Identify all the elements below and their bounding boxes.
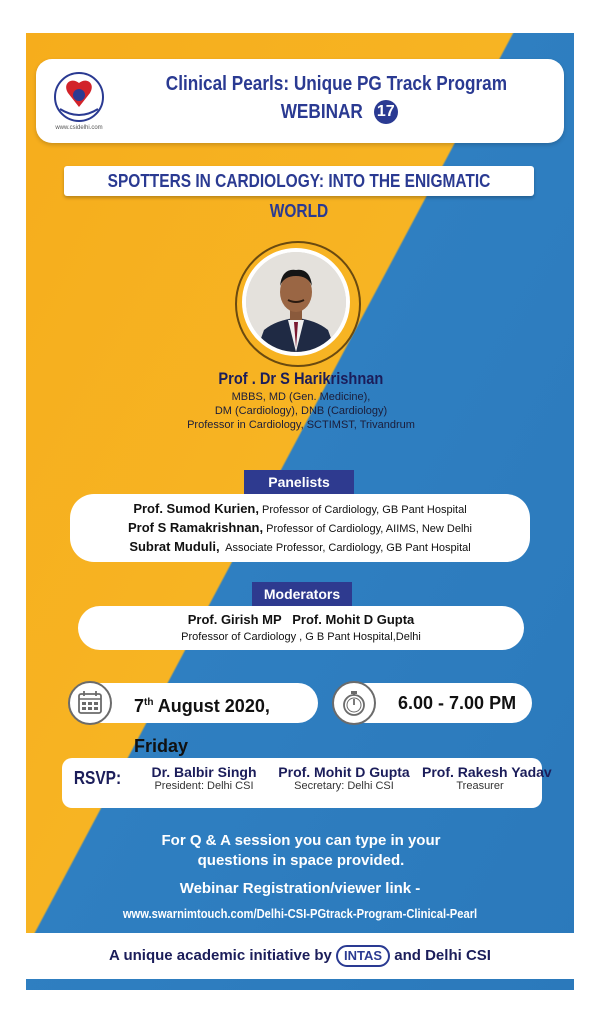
panelist-detail: Professor of Cardiology, AIIMS, New Delhi xyxy=(266,523,472,535)
csi-logo xyxy=(50,69,108,133)
date-rest: August 2020, Friday xyxy=(134,696,270,756)
speaker-name xyxy=(146,369,456,389)
speaker-name-text: Prof . Dr S Harikrishnan xyxy=(218,369,384,388)
panelist-name: Prof. Sumod Kurien, xyxy=(133,501,259,516)
panelist-item xyxy=(70,520,530,535)
rsvp-contact-role: Secretary: Delhi CSI xyxy=(294,780,394,792)
rsvp-contact-name: Prof. Rakesh Yadav xyxy=(422,764,552,780)
registration-link-text[interactable]: www.swarnimtouch.com/Delhi-CSI-PGtrack-Program-Clinical-Pearl xyxy=(122,906,478,921)
registration-label: Webinar Registration/viewer link - xyxy=(179,880,421,897)
moderator-names-text: Prof. Girish MP Prof. Mohit D Gupta xyxy=(187,612,415,627)
rsvp-contact xyxy=(274,764,414,792)
date-suffix: th xyxy=(144,697,154,708)
program-title xyxy=(116,71,556,97)
rsvp-contact-role: Treasurer xyxy=(456,780,504,792)
moderators-box xyxy=(78,606,524,650)
rsvp-contact xyxy=(144,764,264,792)
webinar-poster xyxy=(26,33,574,990)
webinar-label-row xyxy=(116,99,556,125)
registration-link[interactable] xyxy=(26,906,574,921)
calendar-icon xyxy=(68,681,112,725)
date-pill xyxy=(82,683,318,756)
rsvp-box xyxy=(62,758,552,808)
moderator-detail: Professor of Cardiology , G B Pant Hospital,Delhi xyxy=(181,631,421,643)
topic-banner xyxy=(64,166,534,221)
footer-bar xyxy=(26,933,574,979)
stopwatch-icon xyxy=(332,681,376,725)
rsvp-contact-name: Dr. Balbir Singh xyxy=(151,764,257,780)
qa-line-1: For Q & A session you can type in your xyxy=(161,832,441,849)
rsvp-label xyxy=(70,768,125,789)
panelist-detail: Associate Professor, Cardiology, GB Pant Hospital xyxy=(225,542,471,554)
webinar-number: 17 xyxy=(374,100,398,124)
moderator-names xyxy=(78,612,524,627)
panelists-label: Panelists xyxy=(244,470,354,494)
rsvp-contact xyxy=(422,764,552,792)
panelist-name: Prof S Ramakrishnan, xyxy=(128,520,264,535)
speaker-portrait xyxy=(246,252,346,352)
footer-text xyxy=(26,945,574,967)
panelists-box xyxy=(70,494,530,562)
speaker-qualification-2: DM (Cardiology), DNB (Cardiology) xyxy=(214,405,388,417)
program-title-text: Clinical Pearls: Unique PG Track Program xyxy=(165,73,507,95)
logo-url: www.csidelhi.com xyxy=(55,125,103,131)
topic-text: SPOTTERS IN CARDIOLOGY: INTO THE ENIGMATIC WORLD xyxy=(107,171,491,221)
rsvp-label-text: RSVP: xyxy=(73,768,122,788)
event-date xyxy=(134,683,318,766)
event-time: 6.00 - 7.00 PM xyxy=(398,693,517,713)
panelist-item xyxy=(70,539,530,554)
intas-logo: INTAS xyxy=(336,945,390,967)
speaker-qualification-1: MBBS, MD (Gen. Medicine), xyxy=(231,391,371,403)
panelist-name: Subrat Muduli, xyxy=(129,539,220,554)
footer-prefix: A unique academic initiative by xyxy=(109,947,332,964)
header-card xyxy=(36,59,564,143)
qa-line-2: questions in space provided. xyxy=(197,852,405,869)
footer-suffix: and Delhi CSI xyxy=(394,947,491,964)
panelist-item xyxy=(70,501,530,516)
panelist-detail: Professor of Cardiology, GB Pant Hospital xyxy=(262,504,467,516)
speaker-photo xyxy=(242,248,350,356)
rsvp-contact-role: President: Delhi CSI xyxy=(154,780,254,792)
date-day: 7 xyxy=(134,696,145,716)
rsvp-contact-name: Prof. Mohit D Gupta xyxy=(278,764,410,780)
speaker-affiliation: Professor in Cardiology, SCTIMST, Trivandrum xyxy=(187,419,415,431)
moderators-label: Moderators xyxy=(252,582,352,606)
webinar-label: WEBINAR xyxy=(280,101,364,123)
